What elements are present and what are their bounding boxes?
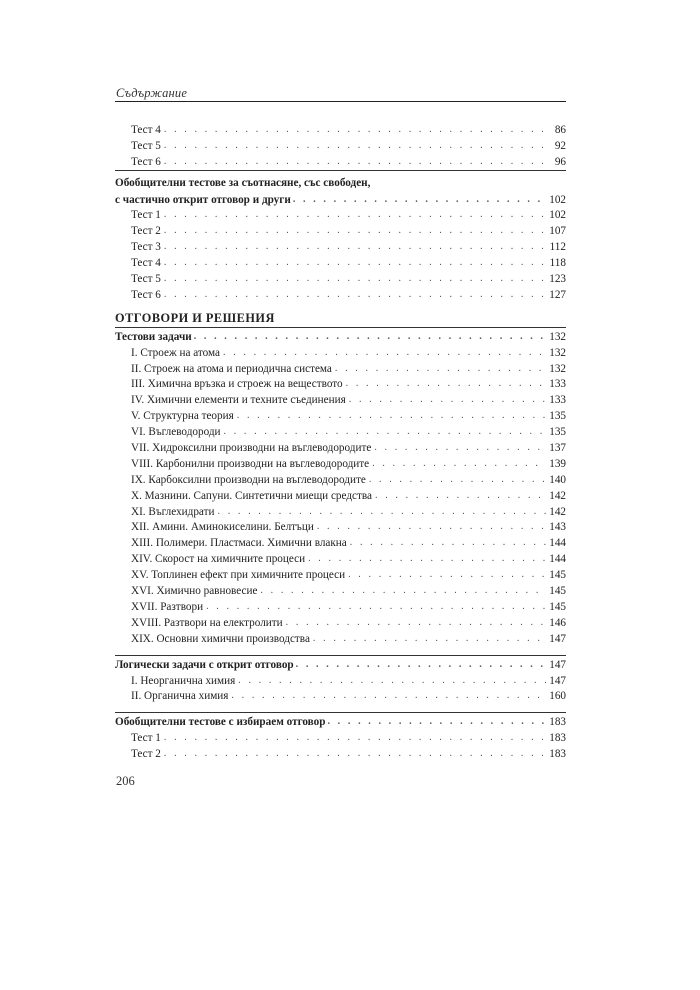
dot-leader [348, 568, 546, 582]
toc-entry-label: Тест 1 [131, 732, 161, 745]
toc-entry-page: 145 [549, 600, 566, 613]
toc-entry-page: 147 [549, 632, 566, 645]
toc-entry[interactable] [115, 121, 566, 137]
toc-entry-page: 146 [549, 616, 566, 629]
toc-entry-page: 118 [549, 257, 566, 270]
toc-entry-page: 140 [549, 473, 566, 486]
toc-entry[interactable] [115, 376, 566, 392]
toc-group-entry[interactable] [115, 328, 566, 344]
toc-entry[interactable] [115, 519, 566, 535]
toc-entry[interactable] [115, 407, 566, 423]
dot-leader [223, 346, 546, 360]
toc-entry-page: 112 [549, 241, 566, 254]
toc-entry[interactable] [115, 270, 566, 286]
toc-entry[interactable] [115, 582, 566, 598]
toc-entry-page: 139 [549, 457, 566, 470]
toc-entry-page: 160 [549, 690, 566, 703]
dot-leader [313, 632, 546, 646]
toc-entry-label: XVI. Химично равновесие [131, 585, 258, 598]
toc-entry-label: XIX. Основни химични производства [131, 632, 310, 645]
toc-entry-page: 107 [549, 225, 566, 238]
dot-leader [286, 616, 547, 630]
toc-entry-page: 137 [549, 442, 566, 455]
toc-entry-label: Тест 3 [131, 241, 161, 254]
toc-entry-label: VIII. Карбонилни производни на въглеводородите [131, 457, 370, 470]
toc-entry-label: VII. Хидроксилни производни на въглеводородите [131, 442, 372, 455]
dot-leader [346, 377, 547, 391]
dot-leader [231, 689, 546, 703]
toc-entry-label: Тест 2 [131, 225, 161, 238]
toc-entry[interactable] [115, 471, 566, 487]
toc-entry-page: 133 [549, 378, 566, 391]
toc-entry[interactable] [115, 534, 566, 550]
toc-entry[interactable] [115, 503, 566, 519]
dot-leader [164, 747, 546, 761]
toc-entry-page: 144 [549, 553, 566, 566]
toc-entry-label: XVII. Разтвори [131, 600, 204, 613]
toc-entry-page: 183 [549, 748, 566, 761]
toc-entry-page: 145 [549, 585, 566, 598]
toc-entry-label: XIII. Полимери. Пластмаси. Химични влакна [131, 537, 347, 550]
toc-entry-page: 127 [549, 288, 566, 301]
header-rule [115, 101, 566, 102]
toc-group-title-line2: с частично открит отговор и други [115, 193, 291, 206]
toc-entry-label: II. Строеж на атома и периодична система [131, 362, 332, 375]
toc-group-entry[interactable] [115, 713, 566, 729]
toc-entry-page: 96 [554, 155, 566, 168]
table-of-contents [115, 121, 566, 761]
toc-group-title-line1: Обобщителни тестове за съотнасяне, със свободен, [115, 176, 371, 189]
dot-leader [349, 393, 546, 407]
dot-leader [327, 715, 546, 729]
dot-leader [260, 584, 546, 598]
toc-entry-page: 143 [549, 521, 566, 534]
toc-group-title: Обобщителни тестове с избираем отговор [115, 716, 326, 729]
toc-entry-label: V. Структурна теория [131, 410, 234, 423]
toc-entry-label: III. Химична връзка и строеж на веществото [131, 378, 343, 391]
toc-group-title: Тестови задачи [115, 330, 192, 343]
toc-entry-label: XII. Амини. Аминокиселини. Белтъци [131, 521, 314, 534]
toc-entry-page: 86 [554, 123, 566, 136]
toc-entry-page: 183 [549, 716, 566, 729]
dot-leader [164, 224, 546, 238]
dot-leader [164, 123, 552, 137]
toc-entry[interactable] [115, 137, 566, 153]
toc-entry-page: 145 [549, 569, 566, 582]
toc-entry-page: 142 [549, 505, 566, 518]
toc-entry-page: 133 [549, 394, 566, 407]
toc-entry[interactable] [115, 207, 566, 223]
toc-entry[interactable] [115, 344, 566, 360]
toc-entry-label: XV. Топлинен ефект при химичните процеси [131, 569, 346, 582]
toc-entry[interactable] [115, 550, 566, 566]
toc-entry[interactable] [115, 360, 566, 376]
toc-entry[interactable] [115, 745, 566, 761]
dot-leader [218, 505, 547, 519]
toc-entry-page: 102 [549, 209, 566, 222]
toc-group-entry[interactable] [115, 191, 566, 207]
toc-entry[interactable] [115, 254, 566, 270]
page-number: 206 [116, 774, 135, 788]
dot-leader [206, 600, 546, 614]
dot-leader [372, 457, 546, 471]
toc-entry-label: Тест 4 [131, 257, 161, 270]
toc-entry-page: 147 [549, 658, 566, 671]
dot-leader [164, 272, 546, 286]
toc-entry-label: Тест 5 [131, 273, 161, 286]
dot-leader [375, 489, 546, 503]
toc-entry-label: Тест 5 [131, 139, 161, 152]
toc-entry[interactable] [115, 455, 566, 471]
toc-entry-label: Тест 4 [131, 123, 161, 136]
toc-entry-page: 142 [549, 489, 566, 502]
dot-leader [164, 208, 546, 222]
section-title: ОТГОВОРИ И РЕШЕНИЯ [115, 310, 275, 325]
dot-leader [335, 362, 546, 376]
toc-entry[interactable] [115, 439, 566, 455]
toc-entry-label: Тест 6 [131, 155, 161, 168]
dot-leader [194, 330, 547, 344]
toc-entry-page: 135 [549, 410, 566, 423]
group-separator [115, 170, 566, 171]
toc-entry-label: Тест 1 [131, 209, 161, 222]
toc-entry-page: 132 [549, 346, 566, 359]
toc-entry-page: 92 [554, 139, 566, 152]
toc-entry-label: XVIII. Разтвори на електролити [131, 616, 283, 629]
dot-leader [164, 731, 546, 745]
toc-entry-label: XIV. Скорост на химичните процеси [131, 553, 306, 566]
dot-leader [238, 674, 546, 688]
toc-entry-label: II. Органична химия [131, 690, 229, 703]
toc-entry-page: 102 [549, 193, 566, 206]
toc-entry-page: 132 [549, 362, 566, 375]
toc-entry-page: 144 [549, 537, 566, 550]
dot-leader [350, 536, 546, 550]
toc-entry[interactable] [115, 630, 566, 646]
toc-entry-page: 123 [549, 273, 566, 286]
dot-leader [164, 240, 547, 254]
dot-leader [308, 552, 546, 566]
dot-leader [164, 155, 552, 169]
dot-leader [237, 409, 546, 423]
toc-entry-page: 147 [549, 674, 566, 687]
dot-leader [317, 520, 546, 534]
dot-leader [224, 425, 547, 439]
dot-leader [296, 658, 547, 672]
dot-leader [164, 256, 547, 270]
toc-entry[interactable] [115, 598, 566, 614]
toc-entry[interactable] [115, 153, 566, 169]
toc-group-entry[interactable] [115, 656, 566, 672]
toc-entry-label: Тест 2 [131, 748, 161, 761]
toc-entry-page: 183 [549, 732, 566, 745]
dot-leader [369, 473, 546, 487]
toc-entry[interactable] [115, 672, 566, 688]
toc-entry-label: I. Неорганична химия [131, 674, 236, 687]
running-header-title: Съдържание [116, 86, 188, 100]
toc-entry-label: XI. Въглехидрати [131, 505, 215, 518]
toc-entry[interactable] [115, 729, 566, 745]
dot-leader [293, 193, 546, 207]
toc-entry-label: I. Строеж на атома [131, 346, 220, 359]
toc-entry-label: IV. Химични елементи и техните съединения [131, 394, 346, 407]
toc-group-title: Логически задачи с открит отговор [115, 658, 294, 671]
toc-entry[interactable] [115, 614, 566, 630]
toc-entry[interactable] [115, 238, 566, 254]
dot-leader [164, 139, 552, 153]
toc-entry-label: VI. Въглеводороди [131, 426, 221, 439]
toc-entry-label: IX. Карбоксилни производни на въглеводородите [131, 473, 366, 486]
dot-leader [164, 288, 546, 302]
toc-entry-label: X. Мазнини. Сапуни. Синтетични миещи средства [131, 489, 372, 502]
toc-entry[interactable] [115, 222, 566, 238]
toc-entry[interactable] [115, 286, 566, 302]
toc-entry-page: 135 [549, 426, 566, 439]
toc-entry-label: Тест 6 [131, 288, 161, 301]
toc-entry[interactable] [115, 391, 566, 407]
toc-entry[interactable] [115, 688, 566, 704]
toc-entry-page: 132 [549, 330, 566, 343]
toc-entry[interactable] [115, 487, 566, 503]
dot-leader [374, 441, 546, 455]
toc-entry[interactable] [115, 566, 566, 582]
toc-entry[interactable] [115, 423, 566, 439]
